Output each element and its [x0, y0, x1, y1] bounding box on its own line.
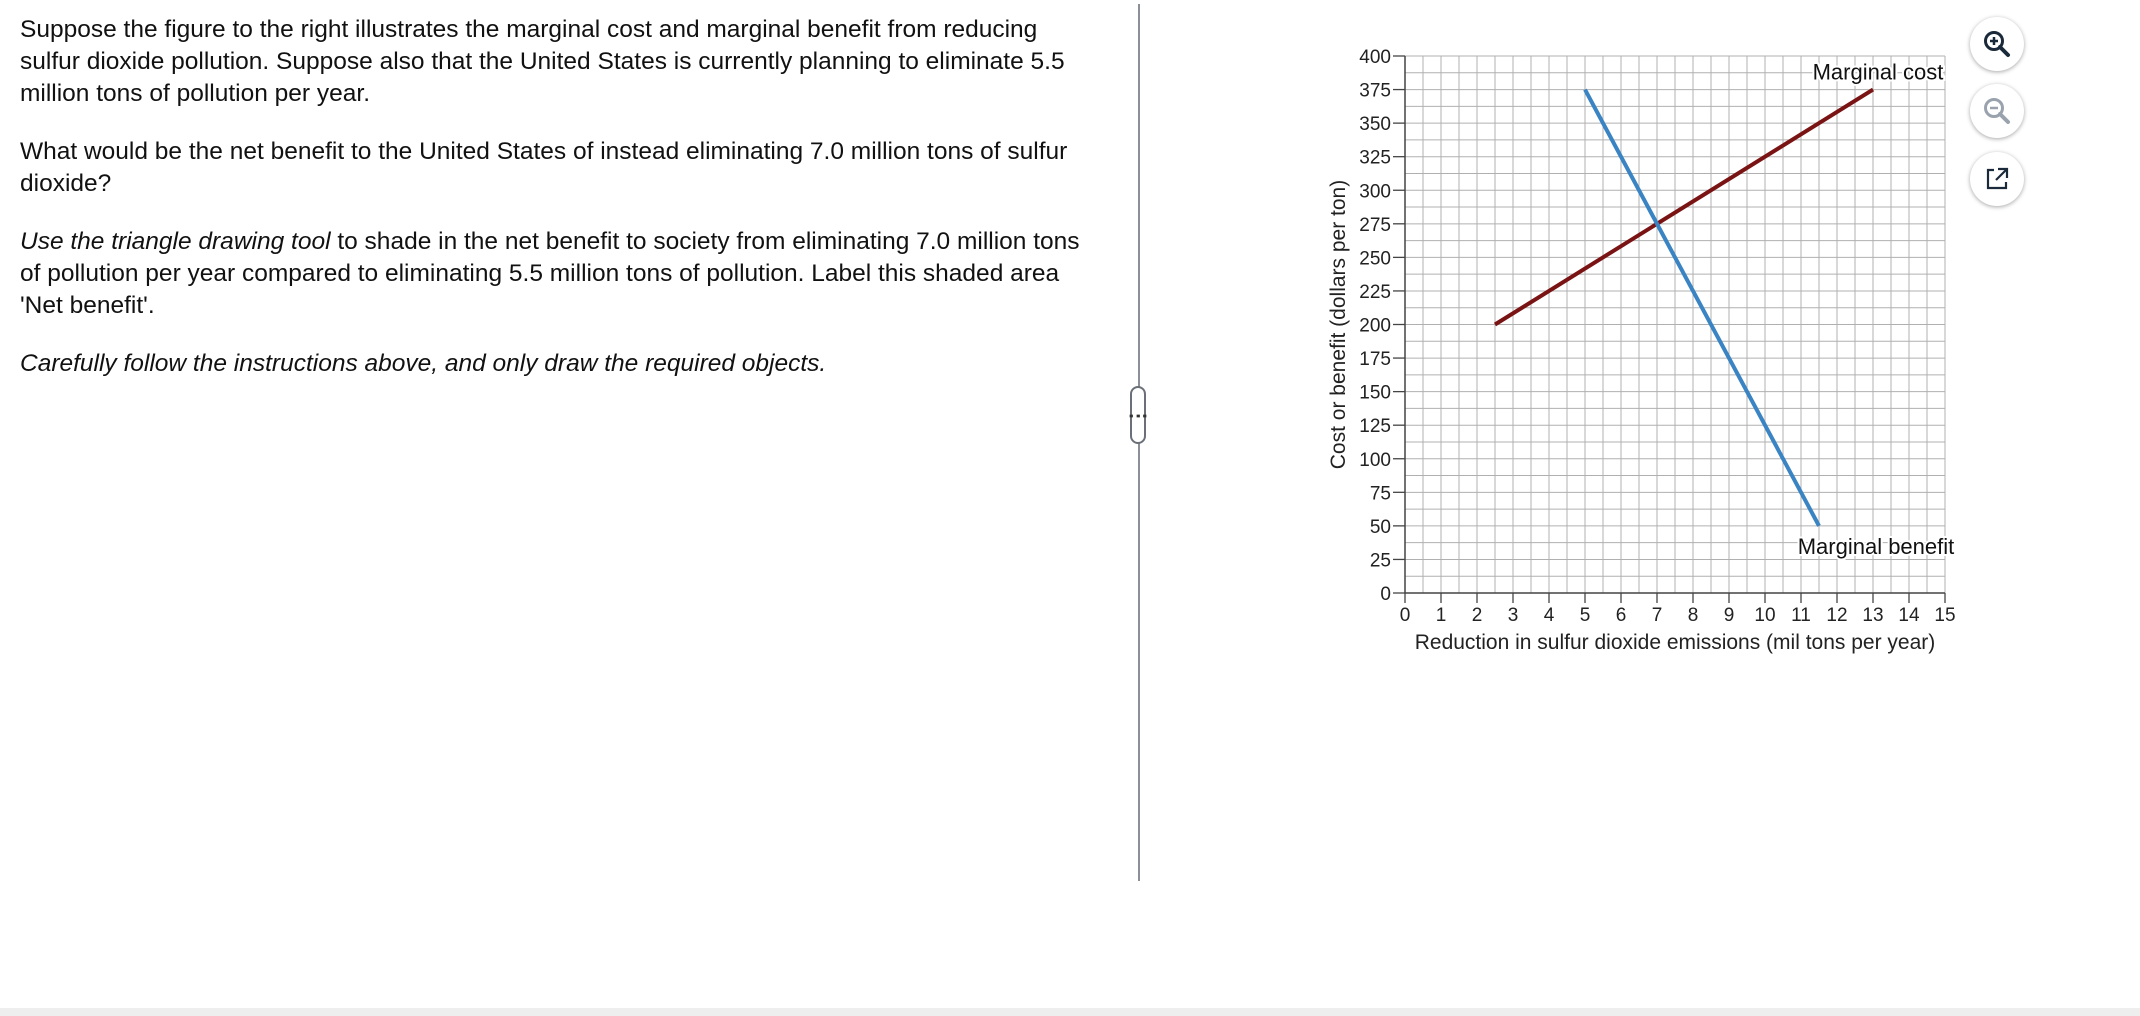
triangle-tool-reference: Use the triangle drawing tool	[20, 228, 331, 255]
x-tick-label: 13	[1862, 605, 1884, 626]
x-tick-label: 5	[1579, 605, 1591, 626]
y-tick-label: 125	[1359, 416, 1391, 438]
y-tick-label: 350	[1359, 114, 1391, 136]
y-tick-label: 25	[1369, 550, 1391, 572]
zoom-in-button[interactable]	[1970, 17, 2024, 71]
y-tick-label: 0	[1380, 584, 1391, 605]
question-paragraph-3-rest: to shade in the net benefit to society from eliminating 7.0 million tons of pollution per year compared to eliminating 5.5 million tons of pollution. Label this shaded area 'Net benefit'.	[20, 228, 1080, 319]
graph-panel[interactable]	[1300, 30, 2000, 670]
chart[interactable]	[1300, 30, 2000, 675]
x-tick-label: 15	[1934, 605, 1956, 626]
pane-resize-handle[interactable]	[1127, 386, 1149, 444]
x-tick-label: 11	[1791, 605, 1811, 626]
instruction-note: Carefully follow the instructions above, and only draw the required objects.	[20, 350, 827, 377]
question-paragraph-2: What would be the net benefit to the United States of instead eliminating 7.0 million tons of sulfur dioxide?	[20, 138, 1068, 197]
x-tick-label: 7	[1651, 605, 1663, 626]
marginal-benefit-label: Marginal benefit	[1797, 533, 1955, 559]
x-tick-label: 9	[1723, 605, 1735, 626]
bottom-bar	[0, 1008, 2140, 1016]
y-tick-label: 100	[1359, 449, 1391, 471]
pop-out-button[interactable]	[1970, 152, 2024, 206]
y-tick-label: 50	[1369, 516, 1391, 538]
y-tick-label: 325	[1359, 147, 1391, 169]
pop-out-icon	[1983, 165, 2011, 193]
zoom-out-button[interactable]	[1970, 84, 2024, 138]
y-tick-label: 375	[1359, 80, 1391, 102]
x-tick-label: 10	[1754, 605, 1776, 626]
x-tick-label: 8	[1687, 605, 1699, 626]
y-tick-label: 225	[1359, 281, 1391, 303]
x-tick-label: 0	[1399, 605, 1411, 626]
question-paragraph-1: Suppose the figure to the right illustrates the marginal cost and marginal benefit from reducing sulfur dioxide pollution. Suppose also that the United States is currently planning to eliminate 5.5 million tons of pollution per year.	[20, 16, 1065, 107]
question-paragraph-3	[20, 226, 1100, 322]
chart-svg[interactable]	[1300, 30, 2000, 670]
zoom-out-icon	[1982, 96, 2012, 126]
zoom-in-icon	[1982, 29, 2012, 59]
y-tick-label: 400	[1359, 47, 1391, 68]
y-axis-label: Cost or benefit (dollars per ton)	[1327, 179, 1350, 470]
y-tick-label: 275	[1359, 214, 1391, 236]
x-tick-label: 3	[1507, 605, 1519, 626]
question-paragraph-4	[20, 348, 1100, 380]
y-tick-label: 75	[1369, 483, 1391, 505]
x-tick-label: 6	[1615, 605, 1627, 626]
marginal-cost-label: Marginal cost	[1812, 59, 1944, 85]
x-tick-label: 14	[1898, 605, 1920, 626]
x-axis-label: Reduction in sulfur dioxide emissions (mil tons per year)	[1414, 631, 1936, 654]
y-tick-label: 175	[1359, 349, 1391, 371]
x-tick-label: 4	[1543, 605, 1555, 626]
x-tick-label: 2	[1471, 605, 1483, 626]
y-tick-label: 250	[1359, 248, 1391, 270]
x-tick-label: 12	[1826, 605, 1848, 626]
question-text	[20, 14, 1100, 406]
y-tick-label: 150	[1359, 382, 1391, 404]
drag-dots-icon: ⋮	[1127, 406, 1149, 424]
x-tick-label: 1	[1435, 605, 1447, 626]
y-tick-label: 200	[1359, 315, 1391, 337]
y-tick-label: 300	[1359, 181, 1391, 203]
